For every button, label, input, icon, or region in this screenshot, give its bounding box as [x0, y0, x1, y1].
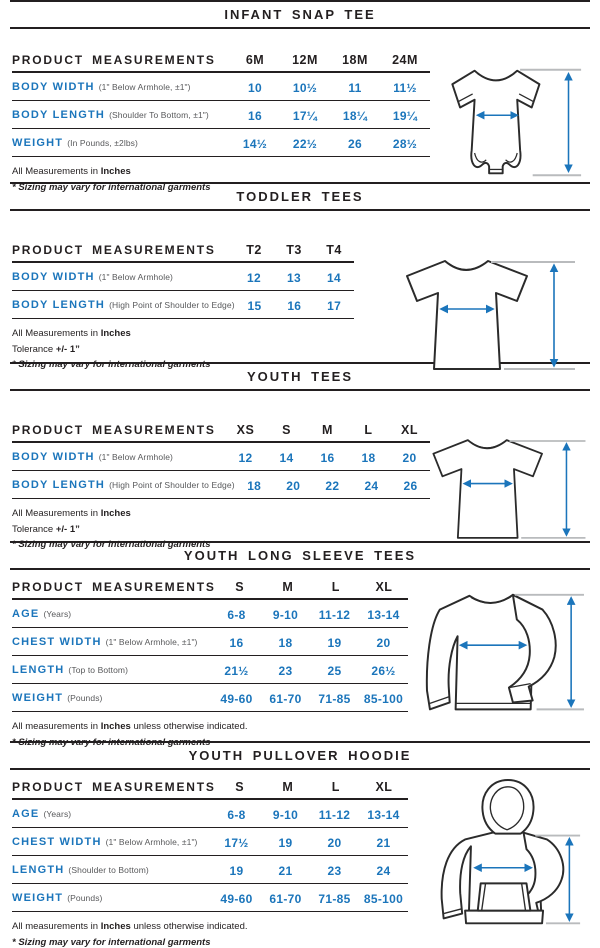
footnote — [12, 539, 588, 550]
cell-value: 61-70 — [269, 692, 302, 706]
footnote-text: All measurements in — [12, 721, 101, 732]
cell-value: 9-10 — [272, 808, 299, 822]
section-title: INFANT SNAP TEE — [224, 7, 376, 22]
long-sleeve-tee-diagram — [420, 580, 588, 736]
row-label-cell — [12, 860, 212, 878]
cell-value: 23 — [327, 864, 342, 878]
cell-value: 19 — [229, 864, 244, 878]
row-note: (1" Below Armhole) — [98, 272, 173, 282]
footnotes — [12, 328, 588, 370]
section-body — [12, 578, 588, 749]
row-note: (Top to Bottom) — [68, 665, 129, 675]
cell-value: 11½ — [393, 81, 417, 95]
table-row — [12, 856, 408, 884]
column-header: 18M — [342, 53, 368, 67]
cell-value: 13-14 — [367, 608, 400, 622]
footnote — [12, 937, 588, 948]
section-body — [12, 241, 588, 392]
row-note: (1" Below Armhole, ±1") — [105, 837, 198, 847]
row-label-cell — [12, 632, 212, 650]
table-row — [12, 628, 408, 656]
cell-value: 19¼ — [392, 109, 418, 123]
footnote-text: * Sizing may vary for international garments — [12, 539, 211, 550]
cell-value: 17¼ — [292, 109, 318, 123]
footnote — [12, 328, 588, 339]
cell-value: 49-60 — [220, 892, 253, 906]
toddler-tees-table — [12, 241, 354, 319]
cell-value: 10 — [248, 81, 262, 95]
table-header-label: PRODUCT MEASUREMENTS — [12, 780, 216, 794]
footnote — [12, 359, 588, 370]
row-label-cell — [12, 77, 230, 95]
cell-value: 61-70 — [269, 892, 302, 906]
row-label: WEIGHT — [12, 892, 64, 904]
section-title: YOUTH PULLOVER HOODIE — [188, 748, 412, 763]
footnote — [12, 737, 588, 748]
row-note: (Shoulder to Bottom) — [68, 865, 149, 875]
cell-value: 18 — [278, 636, 293, 650]
table-header-row — [12, 421, 430, 443]
column-header: 6M — [245, 53, 265, 67]
section-body — [12, 421, 588, 571]
row-label-cell — [12, 804, 212, 822]
row-label: AGE — [12, 608, 40, 620]
youth-hoodie-table — [12, 778, 408, 912]
column-header: 12M — [292, 53, 318, 67]
footnote-text: All Measurements in — [12, 328, 101, 339]
table-row — [12, 101, 430, 129]
row-note: (1" Below Armhole, ±1") — [105, 637, 198, 647]
row-label: BODY WIDTH — [12, 81, 95, 93]
cell-value: 25 — [327, 664, 342, 678]
cell-value: 18¼ — [342, 109, 368, 123]
footnotes — [12, 166, 588, 193]
cell-value: 10½ — [292, 81, 318, 95]
cell-value: 49-60 — [220, 692, 253, 706]
footnote-text: +/- 1” — [55, 523, 80, 535]
column-header: XS — [236, 423, 255, 437]
row-label: BODY LENGTH — [12, 479, 106, 491]
section-body — [12, 51, 588, 204]
cell-value: 71-85 — [318, 692, 351, 706]
section-body — [12, 778, 588, 948]
row-note: (1" Below Armhole) — [98, 452, 173, 462]
row-label: BODY WIDTH — [12, 451, 95, 463]
row-label-cell — [12, 660, 212, 678]
footnote-text: All Measurements in — [12, 166, 101, 177]
footnote — [12, 508, 588, 519]
column-header: S — [235, 780, 245, 794]
table-header-row — [12, 51, 430, 73]
footnote — [12, 182, 588, 193]
footnote — [12, 921, 588, 932]
table-row — [12, 73, 430, 101]
table-row — [12, 656, 408, 684]
hoodie-diagram — [430, 774, 584, 942]
column-header: T4 — [326, 243, 342, 257]
column-header: M — [322, 423, 333, 437]
infant-snap-tee-table — [12, 51, 430, 157]
cell-value: 21 — [376, 836, 391, 850]
row-label: BODY LENGTH — [12, 109, 106, 121]
section-toddler-tees — [0, 182, 600, 370]
section-youth-pullover-hoodie — [0, 741, 600, 948]
footnote-text: unless otherwise indicated. — [130, 921, 248, 932]
section-youth-tees — [0, 362, 600, 550]
youth-tees-table — [12, 421, 430, 499]
cell-value: 16 — [287, 299, 302, 313]
cell-value: 20 — [286, 479, 301, 493]
cell-value: 21 — [278, 864, 293, 878]
onesie-outline — [452, 71, 539, 174]
column-header: XL — [375, 580, 393, 594]
cell-value: 17½ — [224, 836, 249, 850]
table-row — [12, 884, 408, 912]
row-note: (High Point of Shoulder to Edge) — [109, 480, 235, 490]
footnote-text: All measurements in — [12, 921, 101, 932]
footnotes — [12, 921, 588, 948]
table-header-row — [12, 778, 408, 800]
footnote-text: +/- 1” — [55, 343, 80, 355]
column-header: M — [282, 580, 294, 594]
cell-value: 16 — [248, 109, 262, 123]
table-row — [12, 263, 354, 291]
table-row — [12, 129, 430, 157]
cell-value: 71-85 — [318, 892, 351, 906]
table-row — [12, 684, 408, 712]
table-row — [12, 443, 430, 471]
column-header: S — [282, 423, 291, 437]
footnote — [12, 166, 588, 177]
cell-value: 6-8 — [227, 808, 246, 822]
table-header-label: PRODUCT MEASUREMENTS — [12, 243, 216, 257]
cell-value: 9-10 — [272, 608, 299, 622]
cell-value: 26½ — [371, 664, 396, 678]
footnote-text: Inches — [100, 508, 131, 519]
column-header: XL — [401, 423, 418, 437]
footnote-text: Inches — [100, 328, 131, 339]
section-title: YOUTH LONG SLEEVE TEES — [183, 548, 417, 563]
cell-value: 28½ — [392, 137, 418, 151]
table-header-label: PRODUCT MEASUREMENTS — [12, 53, 216, 67]
row-label-cell — [12, 688, 212, 706]
footnote-text: Inches — [100, 921, 131, 932]
table-header-label: PRODUCT MEASUREMENTS — [12, 423, 216, 437]
cell-value: 11-12 — [318, 808, 351, 822]
cell-value: 18 — [247, 479, 262, 493]
cell-value: 16 — [229, 636, 244, 650]
section-infant-snap-tee — [0, 0, 600, 193]
cell-value: 26 — [403, 479, 418, 493]
table-row — [12, 800, 408, 828]
table-header-row — [12, 241, 354, 263]
cell-value: 14½ — [242, 137, 268, 151]
table-row — [12, 600, 408, 628]
cell-value: 24 — [376, 864, 391, 878]
section-youth-long-sleeve-tees — [0, 541, 600, 748]
footnote-text: * Sizing may vary for international garments — [12, 181, 211, 193]
section-title: YOUTH TEES — [246, 369, 354, 384]
cell-value: 20 — [402, 451, 417, 465]
cell-value: 20 — [376, 636, 391, 650]
cell-value: 12 — [238, 451, 253, 465]
footnote-text: Tolerance — [12, 343, 56, 355]
footnotes — [12, 508, 588, 550]
column-header: L — [364, 423, 373, 437]
table-header-row — [12, 578, 408, 600]
row-label-cell — [12, 475, 235, 493]
row-label-cell — [12, 133, 230, 151]
footnote-text: All Measurements in — [12, 508, 101, 519]
cell-value: 24 — [364, 479, 379, 493]
footnote-text: Tolerance — [12, 523, 56, 535]
row-label-cell — [12, 604, 212, 622]
column-header: S — [235, 580, 245, 594]
section-title: TODDLER TEES — [236, 189, 364, 204]
row-note: (Pounds) — [67, 693, 103, 703]
cell-value: 18 — [361, 451, 376, 465]
row-label-cell — [12, 832, 212, 850]
column-header: 24M — [392, 53, 418, 67]
cell-value: 15 — [247, 299, 262, 313]
footnote-text: * Sizing may vary for international garments — [12, 936, 211, 948]
row-label-cell — [12, 295, 235, 313]
footnote — [12, 524, 588, 535]
row-note: (Pounds) — [67, 893, 103, 903]
table-row — [12, 828, 408, 856]
row-label-cell — [12, 447, 225, 465]
row-label: BODY WIDTH — [12, 271, 95, 283]
row-note: (High Point of Shoulder to Edge) — [109, 300, 235, 310]
cell-value: 26 — [348, 137, 362, 151]
column-header: T3 — [286, 243, 302, 257]
table-header-label: PRODUCT MEASUREMENTS — [12, 580, 216, 594]
cell-value: 17 — [327, 299, 342, 313]
cell-value: 85-100 — [363, 692, 404, 706]
cell-value: 14 — [327, 271, 341, 285]
row-label-cell — [12, 888, 212, 906]
footnote-text: Inches — [100, 166, 131, 177]
cell-value: 85-100 — [363, 892, 404, 906]
footnote-text: unless otherwise indicated. — [130, 721, 248, 732]
row-label: CHEST WIDTH — [12, 836, 102, 848]
footnotes — [12, 721, 588, 748]
cell-value: 23 — [278, 664, 293, 678]
row-label: LENGTH — [12, 864, 65, 876]
footnote-text: * Sizing may vary for international garments — [12, 359, 211, 370]
footnote-text: Inches — [100, 721, 131, 732]
column-header: XL — [375, 780, 393, 794]
row-note: (1" Below Armhole, ±1") — [98, 82, 191, 92]
cell-value: 6-8 — [227, 608, 246, 622]
table-row — [12, 291, 354, 319]
cell-value: 11-12 — [318, 608, 351, 622]
row-label-cell — [12, 105, 230, 123]
youth-long-sleeve-table — [12, 578, 408, 712]
cell-value: 20 — [327, 836, 342, 850]
row-label: WEIGHT — [12, 692, 64, 704]
cell-value: 14 — [279, 451, 294, 465]
cell-value: 22½ — [292, 137, 318, 151]
column-header: M — [282, 780, 294, 794]
footnote-text: * Sizing may vary for international garments — [12, 736, 211, 748]
column-header: L — [331, 580, 340, 594]
footnote — [12, 721, 588, 732]
row-label: WEIGHT — [12, 137, 64, 149]
cell-value: 12 — [247, 271, 261, 285]
column-header: L — [331, 780, 340, 794]
column-header: T2 — [246, 243, 262, 257]
row-label: BODY LENGTH — [12, 299, 106, 311]
section-header-band — [10, 0, 590, 29]
row-note: (Shoulder To Bottom, ±1") — [109, 110, 209, 120]
cell-value: 19 — [278, 836, 293, 850]
row-label-cell — [12, 267, 234, 285]
row-label: CHEST WIDTH — [12, 636, 102, 648]
footnote — [12, 344, 588, 355]
row-label: LENGTH — [12, 664, 65, 676]
row-label: AGE — [12, 808, 40, 820]
cell-value: 11 — [348, 81, 362, 95]
cell-value: 21½ — [224, 664, 249, 678]
row-note: (Years) — [43, 809, 72, 819]
cell-value: 22 — [325, 479, 340, 493]
cell-value: 13-14 — [367, 808, 400, 822]
table-row — [12, 471, 430, 499]
cell-value: 19 — [327, 636, 342, 650]
row-note: (In Pounds, ±2lbs) — [67, 138, 138, 148]
cell-value: 16 — [320, 451, 335, 465]
cell-value: 13 — [287, 271, 301, 285]
row-note: (Years) — [43, 609, 72, 619]
